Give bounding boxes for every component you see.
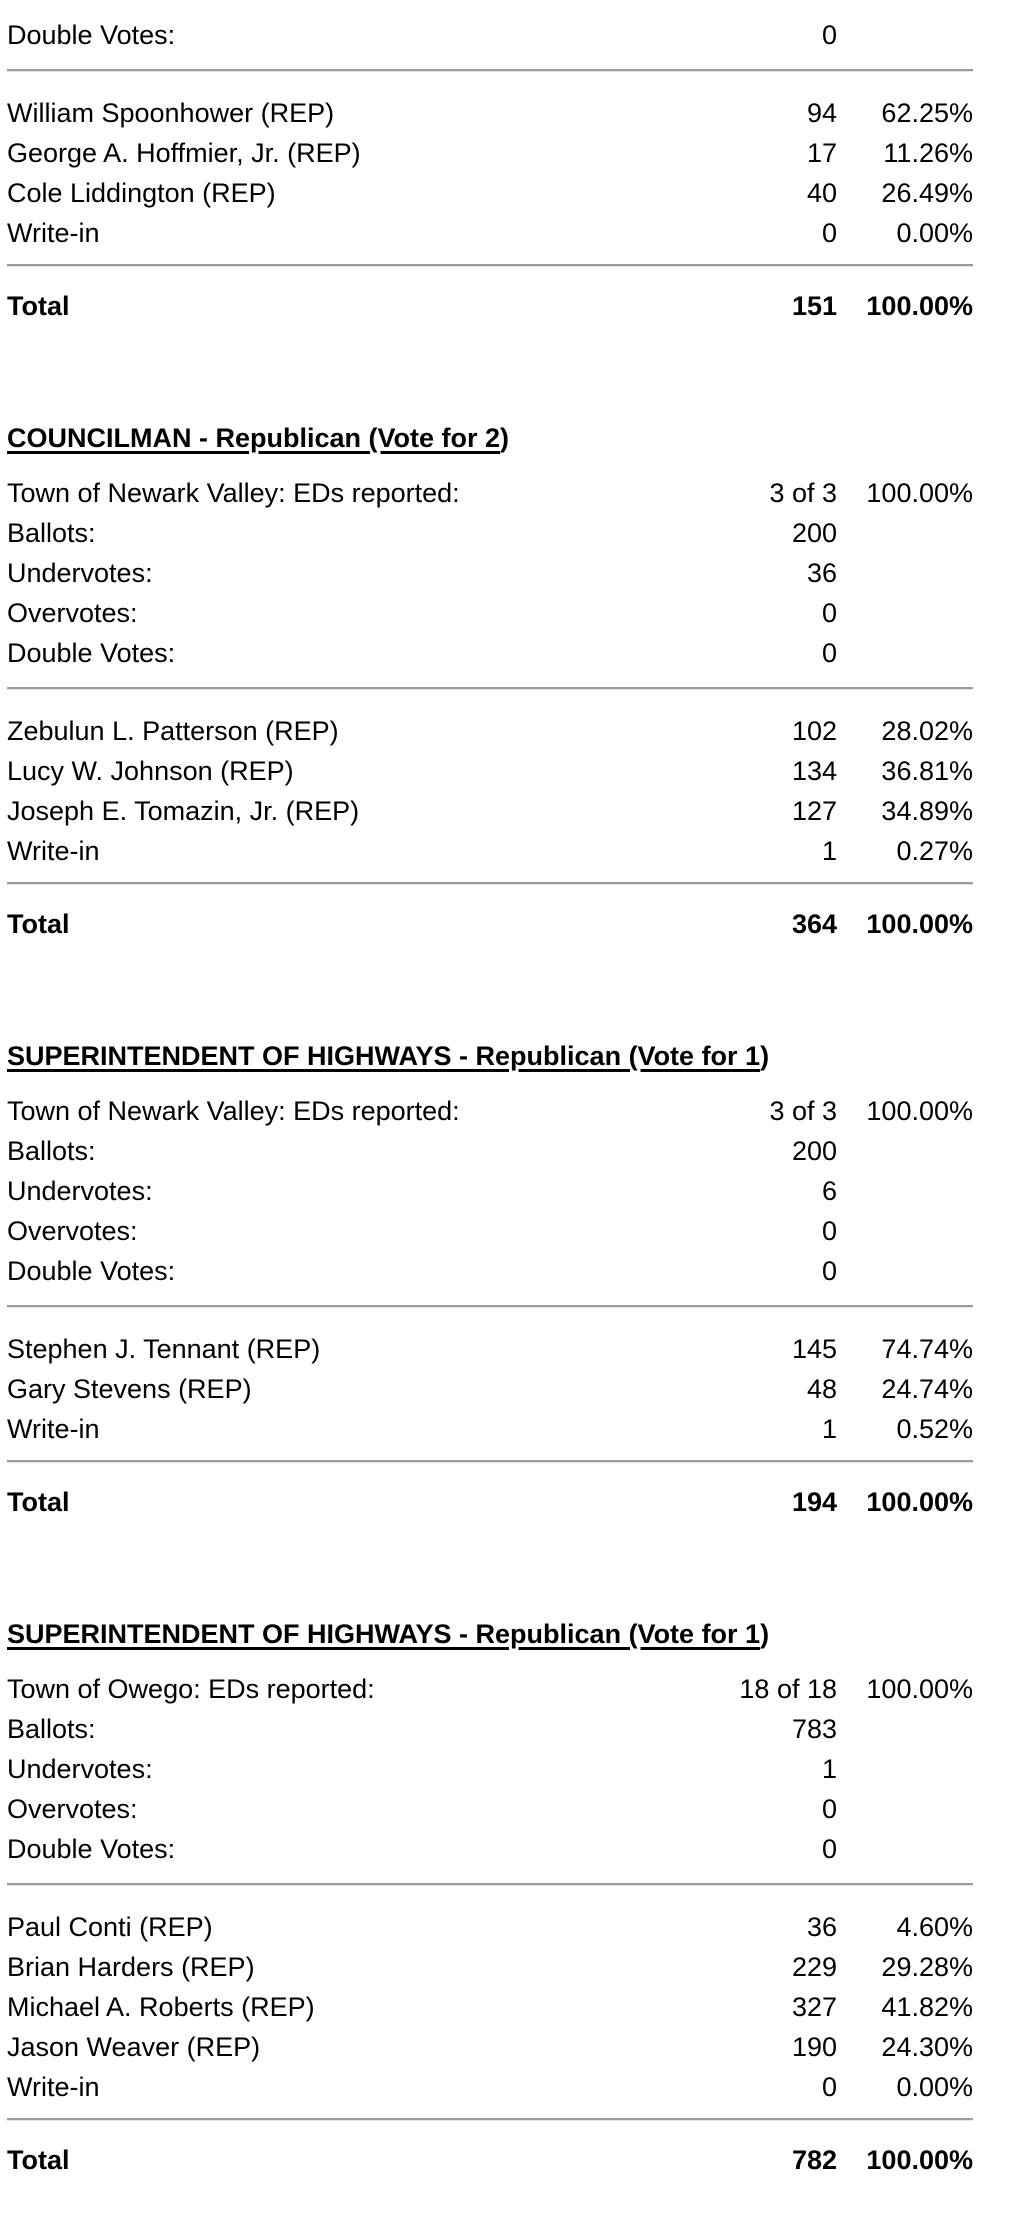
stat-percent: 100.00% [866, 478, 973, 508]
stat-row [7, 1749, 973, 1789]
total-votes: 364 [791, 909, 837, 939]
total-percent: 100.00% [866, 291, 973, 321]
contest-heading-text: SUPERINTENDENT OF HIGHWAYS - Republican (Vote for 1 [7, 1619, 761, 1649]
stat-value: 3 of 3 [769, 1096, 837, 1126]
candidate-votes: 134 [791, 756, 837, 786]
total-percent: 100.00% [866, 2145, 973, 2175]
stat-row [7, 1709, 973, 1749]
stat-value: 6 [821, 1176, 837, 1206]
stat-value: 18 of 18 [739, 1674, 837, 1704]
candidate-row [7, 173, 973, 213]
stat-row [7, 1829, 973, 1869]
candidate-percent: 29.28% [881, 1952, 973, 1982]
candidate-votes: 48 [806, 1374, 837, 1404]
candidate-votes: 94 [806, 98, 837, 128]
candidate-name: William Spoonhower (REP) [7, 98, 335, 128]
candidate-row [7, 791, 973, 831]
candidate-votes: 229 [791, 1952, 837, 1982]
separator-rule [7, 1305, 973, 1308]
total-row [7, 286, 973, 326]
candidate-name: Gary Stevens (REP) [7, 1374, 252, 1404]
candidate-name: Write-in [7, 1414, 100, 1444]
stat-label: Double Votes: [7, 1834, 176, 1864]
stat-value: 3 of 3 [769, 478, 837, 508]
total-percent: 100.00% [866, 1487, 973, 1517]
candidate-name: Stephen J. Tennant (REP) [7, 1334, 321, 1364]
candidate-name: Joseph E. Tomazin, Jr. (REP) [7, 796, 360, 826]
stats-block [7, 1091, 973, 1291]
stat-percent: 100.00% [866, 1674, 973, 1704]
stat-row [7, 633, 973, 673]
stat-label: Overvotes: [7, 1216, 138, 1246]
stat-row [7, 593, 973, 633]
candidate-name: Write-in [7, 836, 100, 866]
stat-label: Double Votes: [7, 1256, 176, 1286]
candidate-votes: 127 [791, 796, 837, 826]
separator-rule [7, 2118, 973, 2121]
candidate-percent: 24.74% [881, 1374, 973, 1404]
stat-row [7, 1251, 973, 1291]
stat-row [7, 513, 973, 553]
stat-row [7, 1669, 973, 1709]
candidate-row [7, 2027, 973, 2067]
separator-rule [7, 264, 973, 267]
candidate-row [7, 93, 973, 133]
candidate-votes: 0 [821, 2072, 837, 2102]
stat-label: Town of Newark Valley: EDs reported: [7, 478, 460, 508]
contest-heading-trailing-paren: ) [760, 1041, 770, 1071]
candidate-percent: 41.82% [881, 1992, 973, 2022]
total-label: Total [7, 2145, 70, 2175]
stats-block [7, 473, 973, 673]
candidate-percent: 0.27% [896, 836, 973, 866]
stat-row [7, 1171, 973, 1211]
total-label: Total [7, 1487, 70, 1517]
separator-rule [7, 882, 973, 885]
candidate-name: Write-in [7, 2072, 100, 2102]
contest-heading [7, 418, 973, 458]
stat-value: 0 [821, 638, 837, 668]
candidate-votes: 190 [791, 2032, 837, 2062]
stats-block [7, 1669, 973, 1869]
candidate-name: Jason Weaver (REP) [7, 2032, 261, 2062]
candidate-row [7, 213, 973, 253]
stat-percent: 100.00% [866, 1096, 973, 1126]
results-document [7, 15, 973, 2180]
stat-label: Town of Newark Valley: EDs reported: [7, 1096, 460, 1126]
stat-label: Double Votes: [7, 638, 176, 668]
candidate-votes: 0 [821, 218, 837, 248]
total-row [7, 2140, 973, 2180]
candidate-votes: 102 [791, 716, 837, 746]
candidate-percent: 34.89% [881, 796, 973, 826]
candidate-percent: 62.25% [881, 98, 973, 128]
stat-label: Undervotes: [7, 1754, 153, 1784]
total-votes: 782 [791, 2145, 837, 2175]
stat-value: 1 [821, 1754, 837, 1784]
candidate-name: Paul Conti (REP) [7, 1912, 213, 1942]
candidates-block [7, 1329, 973, 1449]
stat-value: 0 [821, 1256, 837, 1286]
separator-rule [7, 687, 973, 690]
candidate-row [7, 133, 973, 173]
candidate-row [7, 2067, 973, 2107]
candidate-votes: 1 [821, 1414, 837, 1444]
stat-row [7, 473, 973, 513]
candidate-percent: 11.26% [883, 138, 973, 168]
stat-row [7, 553, 973, 593]
candidate-votes: 327 [791, 1992, 837, 2022]
contest-section [7, 1614, 973, 2180]
candidate-row [7, 831, 973, 871]
candidates-block [7, 93, 973, 253]
candidate-votes: 145 [791, 1334, 837, 1364]
contest-heading-text: COUNCILMAN - Republican (Vote for 2 [7, 423, 501, 453]
contest-heading [7, 1614, 973, 1654]
contest-section [7, 15, 973, 326]
total-label: Total [7, 291, 70, 321]
stat-label: Ballots: [7, 1136, 96, 1166]
contest-heading-trailing-paren: ) [500, 423, 510, 453]
stat-value: 0 [821, 1216, 837, 1246]
candidate-row [7, 751, 973, 791]
candidate-percent: 24.30% [881, 2032, 973, 2062]
candidate-votes: 36 [806, 1912, 837, 1942]
candidate-row [7, 1329, 973, 1369]
candidate-name: Cole Liddington (REP) [7, 178, 276, 208]
stat-label: Undervotes: [7, 1176, 153, 1206]
candidate-name: Write-in [7, 218, 100, 248]
total-label: Total [7, 909, 70, 939]
stat-label: Overvotes: [7, 598, 138, 628]
candidate-name: Michael A. Roberts (REP) [7, 1992, 315, 2022]
stat-value: 200 [791, 518, 837, 548]
contest-section [7, 418, 973, 944]
stat-row [7, 15, 973, 55]
stat-value: 0 [821, 1794, 837, 1824]
total-votes: 151 [791, 291, 837, 321]
candidate-row [7, 1947, 973, 1987]
candidate-row [7, 1987, 973, 2027]
stat-value: 0 [821, 598, 837, 628]
candidate-name: George A. Hoffmier, Jr. (REP) [7, 138, 361, 168]
contest-section [7, 1036, 973, 1522]
candidate-name: Brian Harders (REP) [7, 1952, 255, 1982]
separator-rule [7, 69, 973, 72]
candidate-votes: 17 [806, 138, 837, 168]
candidate-percent: 36.81% [881, 756, 973, 786]
stat-value: 0 [821, 1834, 837, 1864]
candidate-percent: 0.52% [896, 1414, 973, 1444]
candidate-percent: 0.00% [896, 218, 973, 248]
separator-rule [7, 1460, 973, 1463]
stat-row [7, 1789, 973, 1829]
separator-rule [7, 1883, 973, 1886]
candidate-percent: 28.02% [881, 716, 973, 746]
stats-block [7, 15, 973, 55]
candidate-row [7, 1409, 973, 1449]
total-percent: 100.00% [866, 909, 973, 939]
contest-heading-text: SUPERINTENDENT OF HIGHWAYS - Republican (Vote for 1 [7, 1041, 761, 1071]
candidate-row [7, 1369, 973, 1409]
stat-row [7, 1091, 973, 1131]
candidate-percent: 0.00% [896, 2072, 973, 2102]
stat-value: 200 [791, 1136, 837, 1166]
candidate-percent: 4.60% [896, 1912, 973, 1942]
stat-label: Ballots: [7, 518, 96, 548]
stat-label: Ballots: [7, 1714, 96, 1744]
candidate-percent: 26.49% [881, 178, 973, 208]
total-votes: 194 [791, 1487, 837, 1517]
candidate-row [7, 1907, 973, 1947]
stat-label: Undervotes: [7, 558, 153, 588]
contest-heading [7, 1036, 973, 1076]
stat-row [7, 1131, 973, 1171]
stat-label: Double Votes: [7, 20, 176, 50]
candidates-block [7, 1907, 973, 2107]
stat-value: 0 [821, 20, 837, 50]
candidates-block [7, 711, 973, 871]
stat-row [7, 1211, 973, 1251]
contest-heading-trailing-paren: ) [760, 1619, 770, 1649]
candidate-votes: 1 [821, 836, 837, 866]
candidate-row [7, 711, 973, 751]
candidate-name: Zebulun L. Patterson (REP) [7, 716, 339, 746]
stat-label: Overvotes: [7, 1794, 138, 1824]
total-row [7, 1482, 973, 1522]
candidate-name: Lucy W. Johnson (REP) [7, 756, 294, 786]
stat-value: 36 [806, 558, 837, 588]
candidate-votes: 40 [806, 178, 837, 208]
stat-label: Town of Owego: EDs reported: [7, 1674, 375, 1704]
stat-value: 783 [791, 1714, 837, 1744]
total-row [7, 904, 973, 944]
candidate-percent: 74.74% [881, 1334, 973, 1364]
